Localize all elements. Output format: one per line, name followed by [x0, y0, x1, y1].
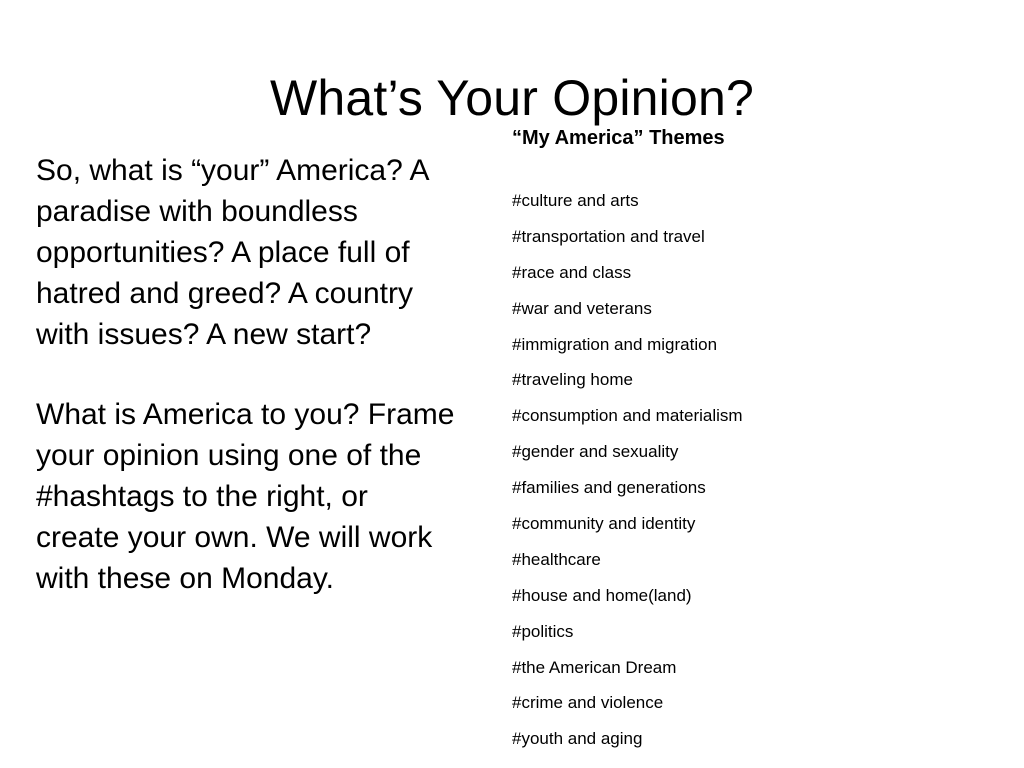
- theme-item-politics: #politics: [512, 621, 574, 641]
- themes-heading: “My America” Themes: [512, 127, 725, 149]
- theme-item-families-and-generations: #families and generations: [512, 478, 706, 498]
- theme-item-culture-and-arts: #culture and arts: [512, 191, 639, 210]
- theme-item-gender-and-sexuality: #gender and sexuality: [512, 442, 679, 462]
- theme-item-immigration-and-migration: #immigration and migration: [512, 334, 718, 354]
- theme-item-transportation-and-travel: #transportation and travel: [512, 226, 705, 246]
- theme-item-crime-and-violence: #crime and violence: [512, 693, 664, 713]
- theme-item-traveling-home: #traveling home: [512, 370, 633, 390]
- theme-item-healthcare: #healthcare: [512, 549, 601, 569]
- theme-item-american-dream: #the American Dream: [512, 657, 677, 677]
- theme-item-consumption-and-materialism: #consumption and materialism: [512, 406, 743, 426]
- theme-item-community-and-identity: #community and identity: [512, 514, 696, 534]
- theme-item-house-and-homeland: #house and home(land): [512, 585, 692, 605]
- left-text-column: [36, 150, 456, 599]
- theme-item-war-and-veterans: #war and veterans: [512, 298, 652, 318]
- themes-list: [512, 191, 952, 765]
- themes-column: [512, 125, 952, 765]
- theme-item-race-and-class: #race and class: [512, 262, 632, 282]
- slide-title: What’s Your Opinion?: [270, 69, 754, 126]
- theme-item-youth-and-aging: #youth and aging: [512, 729, 643, 749]
- instructions-paragraph: What is America to you? Frame your opinion using one of the #hashtags to the right, or create your own. We will work with these on Monday.: [36, 398, 455, 595]
- intro-paragraph: So, what is “your” America? A paradise with boundless opportunities? A place full of hatred and greed? A country with issues? A new start?: [36, 154, 428, 351]
